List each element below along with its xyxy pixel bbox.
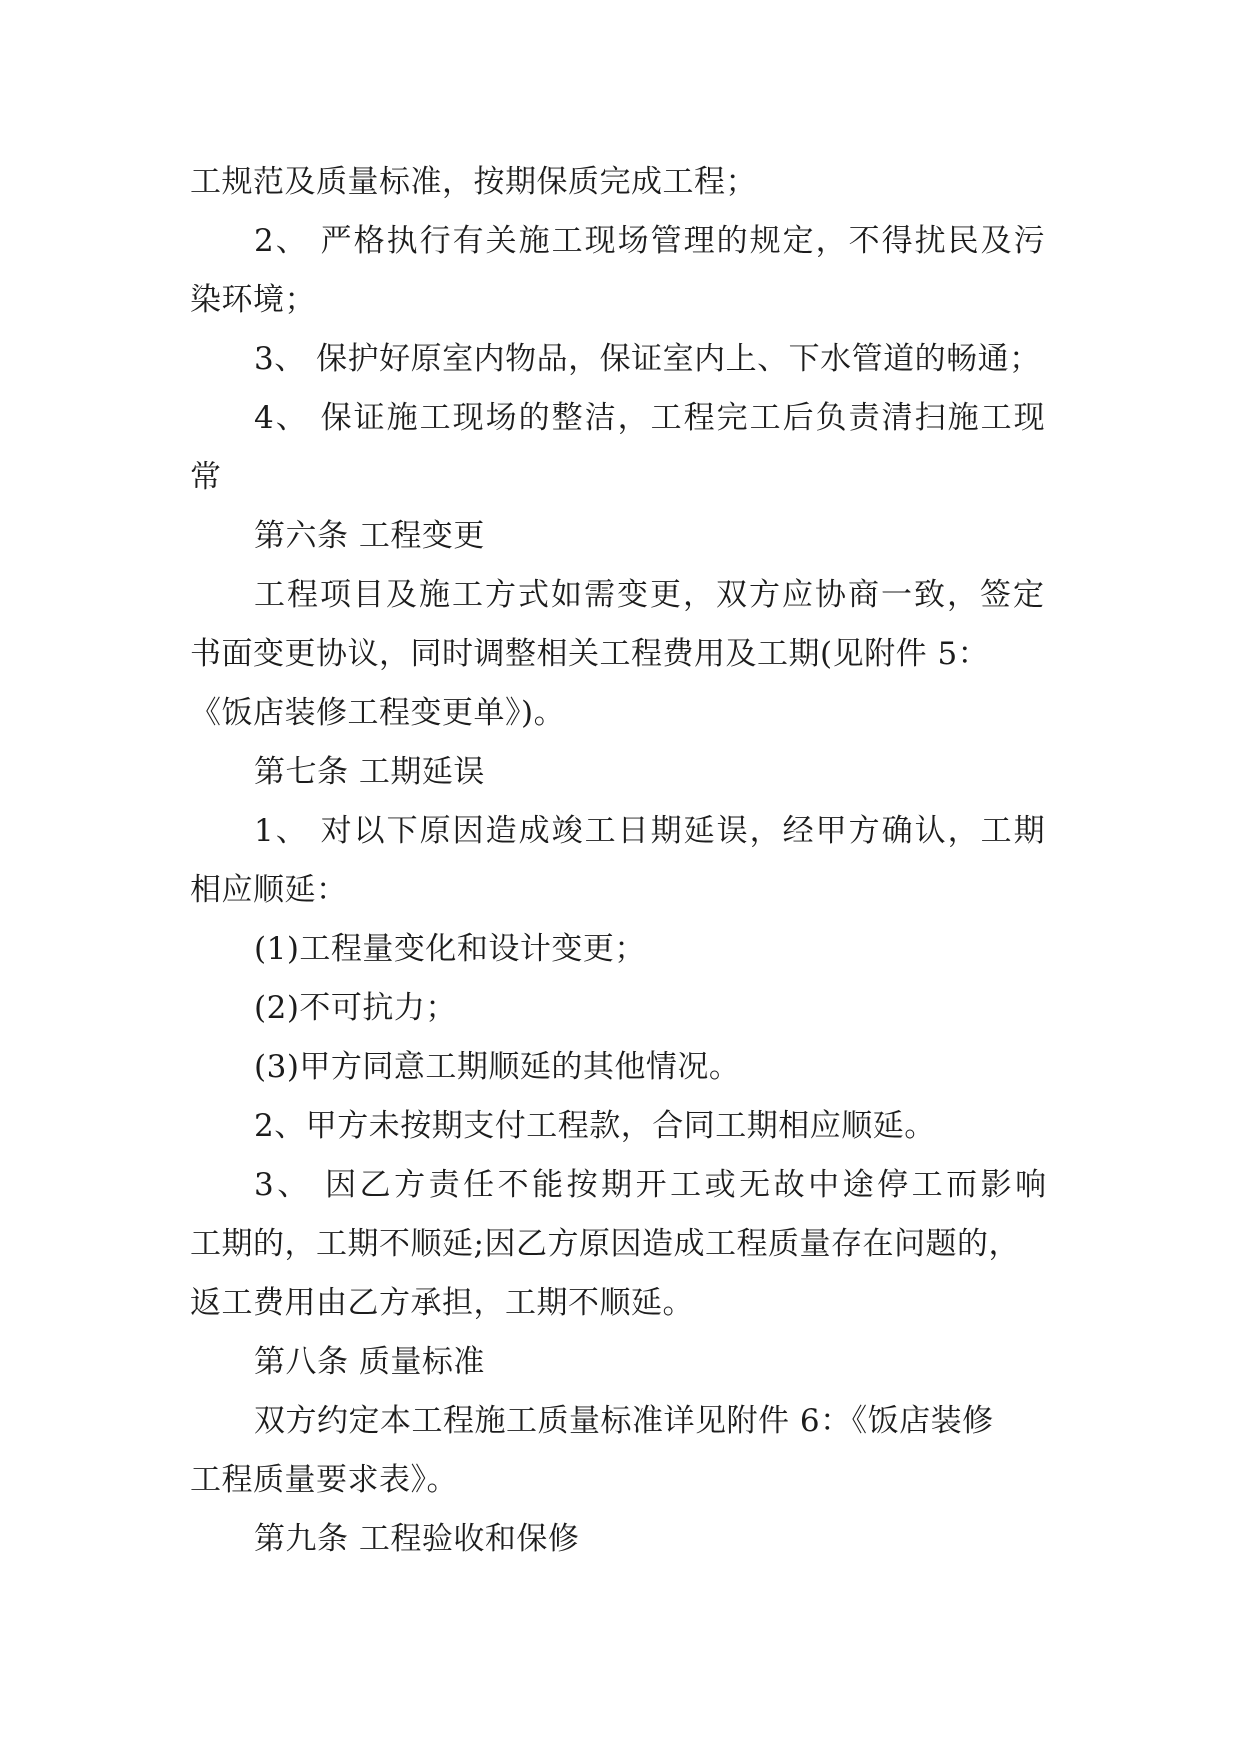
text-line: 工程质量要求表》。 xyxy=(190,1462,458,1498)
text-line: 双方约定本工程施工质量标准详见附件 6：《饭店装修 xyxy=(254,1403,994,1439)
section-heading: 第七条 工期延误 xyxy=(254,754,485,790)
text-line: 3、 因乙方责任不能按期开工或无故中途停工而影响 xyxy=(254,1167,1050,1203)
text-line: 2、甲方未按期支付工程款，合同工期相应顺延。 xyxy=(254,1108,936,1144)
text-line: 工期的，工期不顺延;因乙方原因造成工程质量存在问题的， xyxy=(190,1226,1020,1262)
text-line: 工程项目及施工方式如需变更，双方应协商一致，签定 xyxy=(254,577,1046,613)
text-line: 4、 保证施工现场的整洁，工程完工后负责清扫施工现 xyxy=(254,400,1047,436)
text-line: 3、 保护好原室内物品，保证室内上、下水管道的畅通； xyxy=(254,341,1041,377)
section-heading: 第九条 工程验收和保修 xyxy=(254,1521,580,1557)
section-heading: 第六条 工程变更 xyxy=(254,518,485,554)
text-line: 书面变更协议，同时调整相关工程费用及工期(见附件 5： xyxy=(190,636,990,672)
text-line: 1、 对以下原因造成竣工日期延误，经甲方确认，工期 xyxy=(254,813,1047,849)
text-line: 染环境； xyxy=(190,282,316,318)
text-line: (2)不可抗力； xyxy=(254,990,457,1026)
text-line: 《饭店装修工程变更单》)。 xyxy=(190,695,566,731)
section-heading: 第八条 质量标准 xyxy=(254,1344,485,1380)
text-line: 工规范及质量标准，按期保质完成工程； xyxy=(190,164,757,200)
text-line: 常 xyxy=(190,459,222,495)
text-line: (3)甲方同意工期顺延的其他情况。 xyxy=(254,1049,741,1085)
text-line: 返工费用由乙方承担，工期不顺延。 xyxy=(190,1285,694,1321)
text-line: 相应顺延： xyxy=(190,872,348,908)
text-line: (1)工程量变化和设计变更； xyxy=(254,931,646,967)
text-line: 2、 严格执行有关施工现场管理的规定，不得扰民及污 xyxy=(254,223,1047,259)
